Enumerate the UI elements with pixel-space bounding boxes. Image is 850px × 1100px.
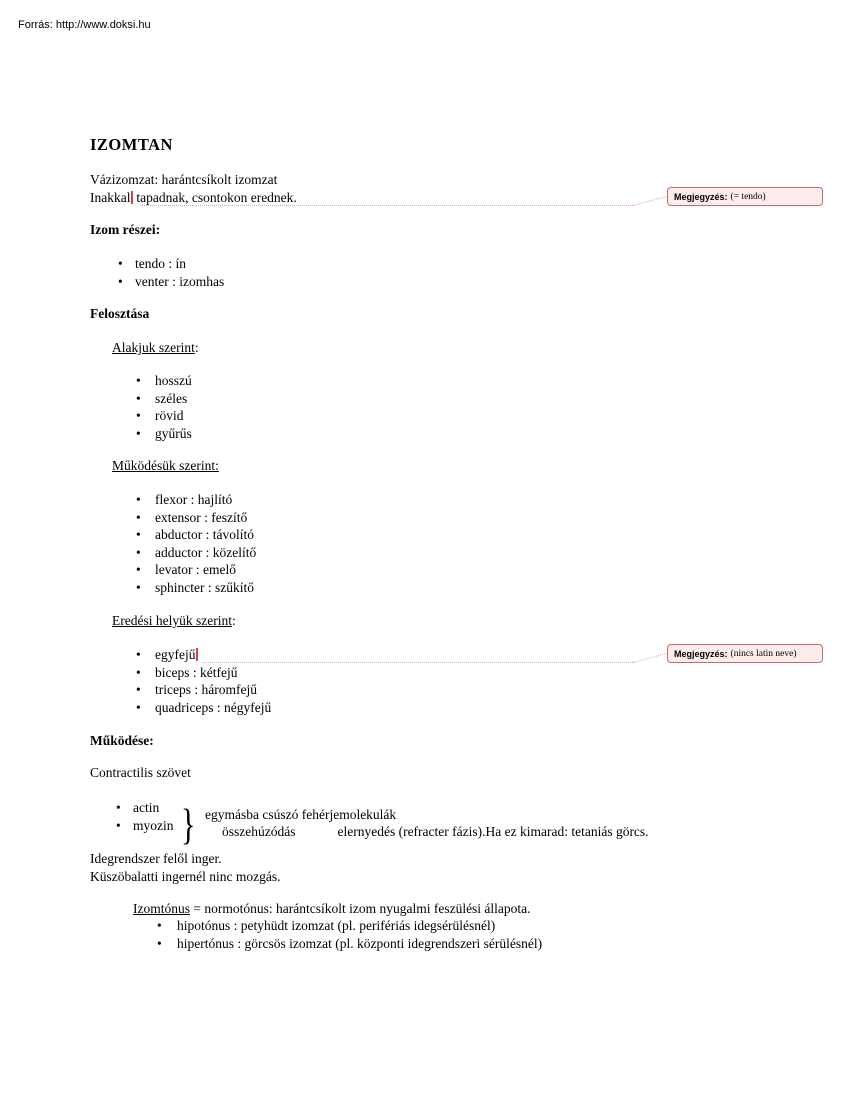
list-item: • tendo : ín <box>118 255 224 273</box>
comment-label: Megjegyzés: <box>674 191 728 202</box>
list-item: • adductor : közelítő <box>136 544 256 562</box>
contractilis-line: Contractilis szövet <box>90 765 191 780</box>
heading-eredesi: Eredési helyük szerint: <box>112 613 236 628</box>
comment-leader-line <box>140 205 633 206</box>
intro-line-1: Vázizomzat: harántcsíkolt izomzat <box>90 172 278 187</box>
comment-anchor-caret <box>196 648 198 661</box>
nerve-paragraph <box>90 850 280 885</box>
intro-paragraph <box>90 171 297 206</box>
list-izomtonus <box>157 917 542 952</box>
brace-note-line-1: egymásba csúszó fehérjemolekulák <box>205 807 397 822</box>
list-item: • gyűrűs <box>136 425 192 443</box>
heading-mukodesuk: Működésük szerint: <box>112 458 219 473</box>
list-eredesi <box>136 646 271 716</box>
brace-icon: } <box>181 800 196 849</box>
list-item: • sphincter : szűkítő <box>136 579 256 597</box>
heading-felosztasa: Felosztása <box>90 306 150 321</box>
list-izom-reszei <box>118 255 224 290</box>
comment-text: (nincs latin neve) <box>730 648 797 659</box>
list-item: • flexor : hajlító <box>136 491 256 509</box>
list-item: • hipotónus : petyhüdt izomzat (pl. perifériás idegsérülésnél) <box>157 917 542 935</box>
comment-balloon-egyfeju[interactable] <box>667 644 823 663</box>
document-title: IZOMTAN <box>90 135 173 154</box>
list-item: • hosszú <box>136 372 192 390</box>
list-mukodesuk <box>136 491 256 596</box>
list-item: • actin <box>116 799 174 817</box>
list-item: • hipertónus : görcsös izomzat (pl. központi idegrendszeri sérülésnél) <box>157 935 542 953</box>
comment-leader-line <box>203 662 633 663</box>
list-item: • myozin <box>116 817 174 835</box>
comment-leader-line <box>633 653 667 663</box>
list-item: • abductor : távolító <box>136 526 256 544</box>
nerve-line-1: Idegrendszer felől inger. <box>90 851 222 866</box>
list-item: • levator : emelő <box>136 561 256 579</box>
list-alakjuk <box>136 372 192 442</box>
list-item: • biceps : kétfejű <box>136 664 271 682</box>
source-header: Forrás: http://www.doksi.hu <box>18 19 151 31</box>
comment-label: Megjegyzés: <box>674 648 728 659</box>
list-item: • rövid <box>136 407 192 425</box>
brace-note-line-2: összehúzódás elernyedés (refracter fázis).Ha ez kimarad: tetaniás görcs. <box>222 824 649 839</box>
list-item: • extensor : feszítő <box>136 509 256 527</box>
list-item: • quadriceps : négyfejű <box>136 699 271 717</box>
list-item: • széles <box>136 390 192 408</box>
list-item: • egyfejű <box>136 646 271 664</box>
comment-balloon-tendo[interactable] <box>667 187 823 206</box>
list-item: • triceps : háromfejű <box>136 681 271 699</box>
comment-leader-line <box>633 196 667 206</box>
comment-text: (= tendo) <box>730 191 766 202</box>
list-item: • venter : izomhas <box>118 273 224 291</box>
nerve-line-2: Küszöbalatti ingernél ninc mozgás. <box>90 868 281 884</box>
list-proteins <box>116 799 174 834</box>
izomtonus-line: Izomtónus = normotónus: harántcsíkolt izom nyugalmi feszülési állapota. <box>133 901 531 916</box>
heading-izom-reszei: Izom részei: <box>90 222 161 237</box>
heading-alakjuk: Alakjuk szerint: <box>112 340 199 355</box>
heading-mukodese: Működése: <box>90 733 154 748</box>
intro-line-2: Inakkal tapadnak, csontokon erednek. <box>90 189 297 205</box>
